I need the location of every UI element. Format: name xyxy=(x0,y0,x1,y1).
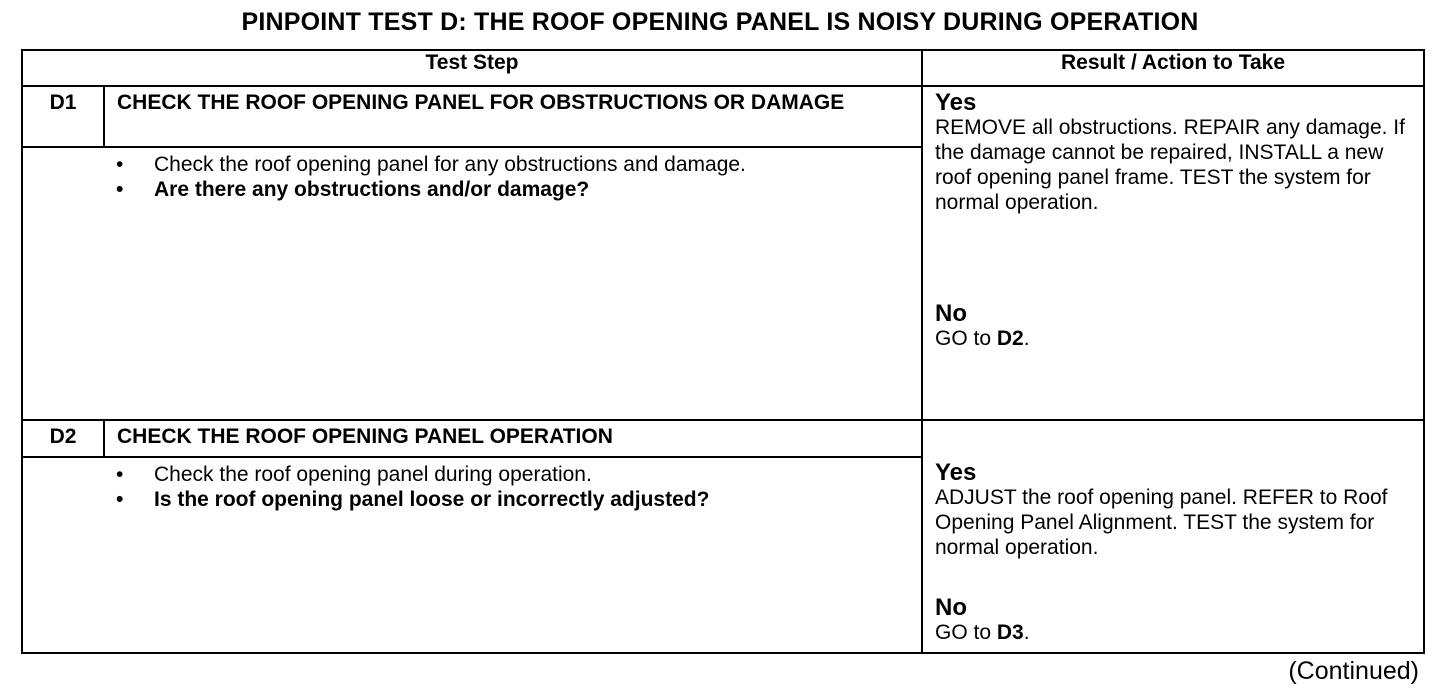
yes-action-text: ADJUST the roof opening panel. REFER to Roof Opening Panel Alignment. TEST the system for normal operation. xyxy=(935,485,1388,559)
step-instructions xyxy=(22,457,922,653)
yes-label: Yes xyxy=(935,458,977,486)
no-action-text: GO to D3. xyxy=(935,620,1030,644)
no-action-text: GO to D2. xyxy=(935,327,1030,351)
step-title-row xyxy=(22,420,1424,457)
header-test-step: Test Step xyxy=(22,50,922,86)
header-result: Result / Action to Take xyxy=(922,50,1424,86)
table-header-row xyxy=(22,50,1424,86)
no-label: No xyxy=(935,300,967,328)
step-title: CHECK THE ROOF OPENING PANEL OPERATION xyxy=(104,420,922,457)
step-title: CHECK THE ROOF OPENING PANEL FOR OBSTRUCTIONS OR DAMAGE xyxy=(104,86,922,147)
bullet-icon: • xyxy=(116,487,124,511)
bullet-icon: • xyxy=(116,462,124,486)
yes-action-text: REMOVE all obstructions. REPAIR any damage. If the damage cannot be repaired, INSTALL a new roof opening panel frame. TEST the system for normal operation. xyxy=(935,116,1405,215)
list-item: • Check the roof opening panel for any obstructions and damage. xyxy=(116,153,746,177)
list-item: • Check the roof opening panel during operation. xyxy=(116,462,592,486)
bullet-icon: • xyxy=(116,178,124,202)
step-title-row xyxy=(22,86,1424,147)
result-cell xyxy=(922,86,1424,420)
goto-step-link[interactable]: D2 xyxy=(996,327,1024,351)
step-id: D2 xyxy=(22,420,104,457)
yes-label: Yes xyxy=(935,89,977,117)
bullet-icon: • xyxy=(116,153,124,177)
continued-note: (Continued) xyxy=(1288,657,1419,685)
no-label: No xyxy=(935,593,967,621)
step-id: D1 xyxy=(22,86,104,147)
pinpoint-test-table xyxy=(21,49,1425,654)
list-item-question: • Are there any obstructions and/or damage? xyxy=(116,178,590,202)
result-cell xyxy=(922,420,1424,653)
list-item-question: • Is the roof opening panel loose or incorrectly adjusted? xyxy=(116,487,710,511)
page-title: PINPOINT TEST D: THE ROOF OPENING PANEL IS NOISY DURING OPERATION xyxy=(241,8,1199,36)
goto-step-link[interactable]: D3 xyxy=(996,620,1024,644)
step-instructions xyxy=(22,147,922,419)
